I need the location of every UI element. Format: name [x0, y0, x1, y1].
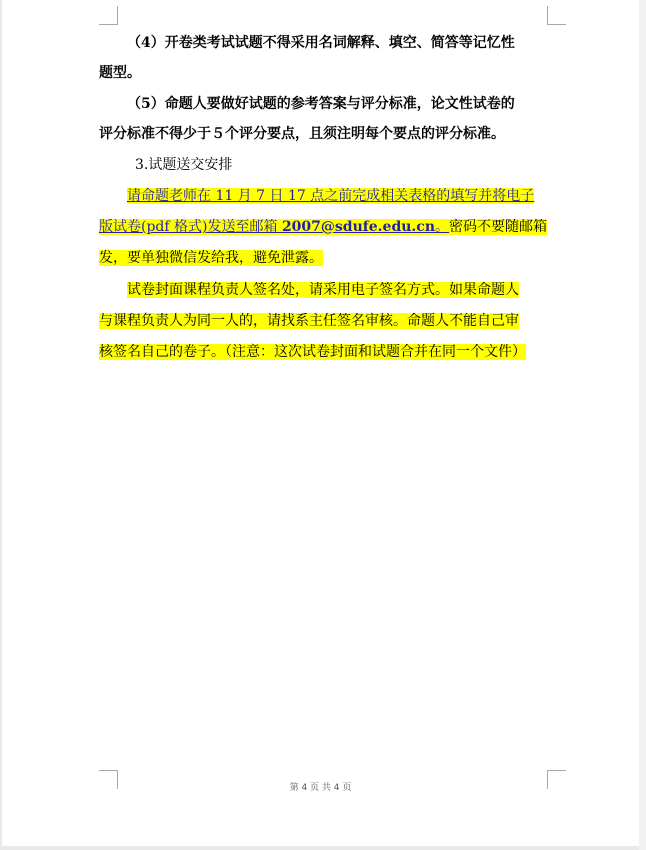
document-page: [2, 0, 639, 846]
highlight-2-line-3-text: 核签名自己的卷子。（注意：这次试卷封面和试题合并在同一个文件）: [99, 344, 526, 360]
margin-corner-top-left: [99, 6, 118, 25]
paragraph-4-line-2: 题型。: [99, 65, 141, 81]
highlight-2-line-2-text: 与课程负责人为同一人的，请找系主任签名审核。命题人不能自己审: [99, 313, 519, 329]
email-link[interactable]: 2007@sdufe.edu.cn: [281, 219, 436, 235]
highlight-2-line-1-text: 试卷封面课程负责人签名处，请采用电子签名方式。如果命题人: [127, 282, 519, 298]
highlight-paragraph-1-line-2: [99, 216, 548, 238]
margin-corner-top-right: [547, 6, 566, 25]
highlight-1-line-2-tail: 密码不要随邮箱: [449, 219, 548, 235]
highlight-1-line-2-text: 版试卷(pdf 格式)发送至邮箱: [99, 219, 282, 235]
highlight-paragraph-1-line-3: [99, 247, 548, 269]
paragraph-4-line-1: （4）开卷类考试试题不得采用名词解释、填空、简答等记忆性: [127, 35, 515, 51]
highlight-1-line-1-text: 请命题老师在 11 月 7 日 17 点之前完成相关表格的填写并将电子: [127, 188, 535, 204]
paragraph-5-line-2: 评分标准不得少于５个评分要点，且须注明每个要点的评分标准。: [99, 126, 505, 142]
highlight-1-line-3-text: 发，要单独微信发给我，避免泄露。: [99, 250, 323, 266]
section-3-heading: 3.试题送交安排: [135, 157, 233, 173]
paragraph-5-line-1: （5）命题人要做好试题的参考答案与评分标准，论文性试卷的: [127, 96, 515, 112]
highlight-paragraph-2-line-2: [99, 310, 548, 332]
highlight-paragraph-1-line-1: [99, 185, 548, 207]
vertical-scrollbar[interactable]: [639, 0, 646, 850]
highlight-paragraph-2-line-1: [99, 279, 548, 301]
highlight-1-line-2-period: 。: [435, 219, 450, 235]
highlight-paragraph-2-line-3: [99, 341, 548, 363]
page-footer: 第 4 页 共 4 页: [289, 783, 352, 793]
